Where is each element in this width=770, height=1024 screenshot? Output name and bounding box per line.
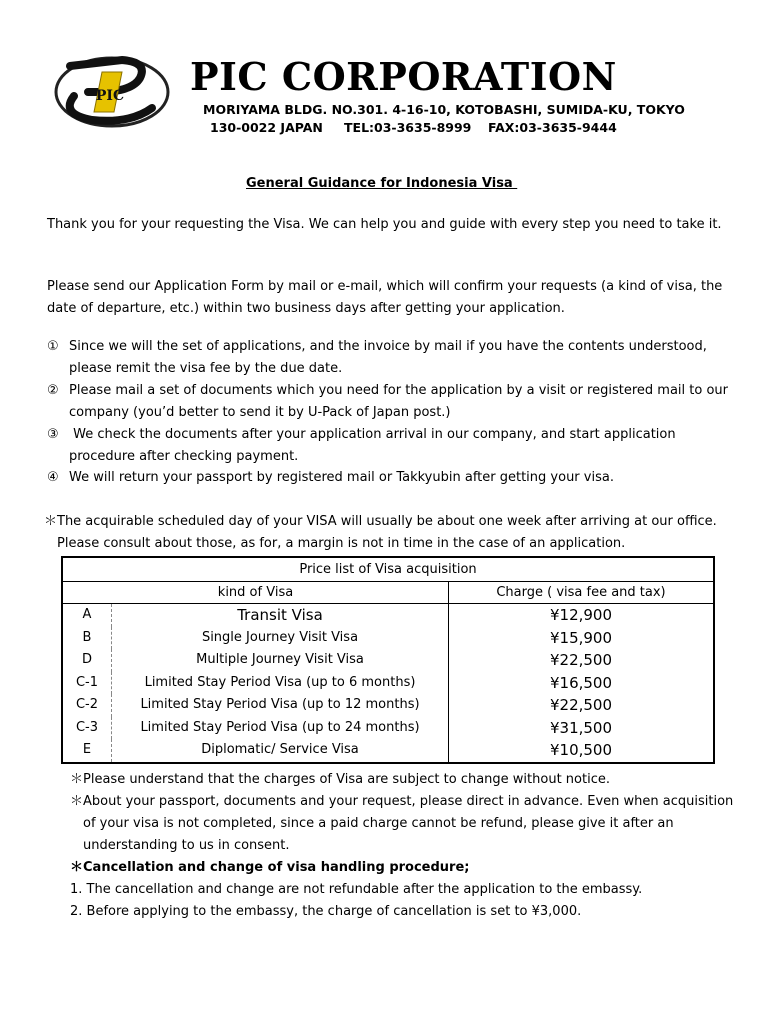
pic-logo [52, 52, 172, 130]
cancellation-rule-1: 1. The cancellation and change are not refundable after the application to the embassy. [70, 882, 643, 897]
svg-text:PIC: PIC [95, 88, 125, 104]
visa-kind: Multiple Journey Visit Visa [112, 649, 449, 672]
price-table-header-row [62, 582, 714, 604]
column-header-kind: kind of Visa [62, 582, 449, 604]
step-number: ① [47, 339, 59, 354]
consult-note: Please consult about those, as for, a margin is not in time in the case of an application. [57, 536, 626, 551]
visa-fee: ¥16,500 [449, 672, 715, 695]
telephone: TEL:03-3635-8999 [344, 120, 472, 135]
visa-code: E [62, 739, 112, 763]
table-row [62, 739, 714, 763]
visa-fee: ¥15,900 [449, 627, 715, 650]
passport-note-text: ＊About your passport, documents and your request, please direct in advance. Even when acquisition of your visa is not completed, since a paid charge cannot be refund, please give it after an understanding to us in consent. [70, 794, 734, 853]
step-4 [47, 467, 737, 489]
send-paragraph: Please send our Application Form by mail or e-mail, which will confirm your requests (a kind of visa, the date of departure, etc.) within two business days after getting your application. [47, 279, 723, 316]
step-number: ③ [47, 427, 59, 442]
visa-kind: Limited Stay Period Visa (up to 6 months) [112, 672, 449, 695]
step-number: ② [47, 383, 59, 398]
visa-fee: ¥22,500 [449, 694, 715, 717]
postal-code: 130-0022 JAPAN [210, 120, 323, 135]
fax: FAX:03-3635-9444 [488, 120, 617, 135]
document-title: General Guidance for Indonesia Visa [246, 176, 518, 191]
cancellation-rule-2: 2. Before applying to the embassy, the charge of cancellation is set to ¥3,000. [70, 904, 582, 919]
table-row [62, 694, 714, 717]
table-row [62, 672, 714, 695]
step-1 [47, 336, 737, 380]
step-2 [47, 380, 737, 424]
visa-kind: Diplomatic/ Service Visa [112, 739, 449, 763]
step-text: We will return your passport by registered mail or Takkyubin after getting your visa. [69, 470, 614, 485]
step-number: ④ [47, 470, 59, 485]
intro-paragraph: Thank you for your requesting the Visa. We can help you and guide with every step you need to take it. [47, 217, 722, 232]
price-table-caption: Price list of Visa acquisition [62, 557, 714, 582]
visa-fee: ¥10,500 [449, 739, 715, 763]
table-row [62, 627, 714, 650]
visa-code: C-3 [62, 717, 112, 740]
visa-fee: ¥31,500 [449, 717, 715, 740]
price-table [61, 556, 715, 764]
visa-fee: ¥12,900 [449, 604, 715, 627]
price-change-note: ＊Please understand that the charges of Visa are subject to change without notice. [70, 772, 610, 787]
visa-code: C-2 [62, 694, 112, 717]
visa-code: B [62, 627, 112, 650]
schedule-note: ＊The acquirable scheduled day of your VISA will usually be about one week after arriving at our office. [44, 514, 717, 529]
visa-kind: Transit Visa [112, 604, 449, 627]
step-text: We check the documents after your application arrival in our company, and start application procedure after checking payment. [69, 427, 680, 464]
company-contact [210, 120, 617, 135]
visa-kind: Limited Stay Period Visa (up to 24 months) [112, 717, 449, 740]
step-text: Since we will the set of applications, and the invoice by mail if you have the contents understood, please remit the visa fee by the due date. [69, 339, 707, 376]
passport-note [70, 791, 736, 857]
table-row [62, 717, 714, 740]
visa-kind: Single Journey Visit Visa [112, 627, 449, 650]
visa-code: C-1 [62, 672, 112, 695]
price-table-caption-row [62, 557, 714, 582]
visa-code: A [62, 604, 112, 627]
step-3 [47, 424, 737, 468]
table-row [62, 604, 714, 627]
column-header-charge: Charge ( visa fee and tax) [449, 582, 715, 604]
visa-code: D [62, 649, 112, 672]
step-text: Please mail a set of documents which you need for the application by a visit or registered mail to our company (you’d better to send it by U-Pack of Japan post.) [69, 383, 728, 420]
table-row [62, 649, 714, 672]
cancellation-heading: ＊Cancellation and change of visa handling procedure; [70, 860, 470, 875]
company-address: MORIYAMA BLDG. NO.301. 4-16-10, KOTOBASHI, SUMIDA-KU, TOKYO [203, 102, 685, 117]
company-name: PIC CORPORATION [190, 54, 617, 99]
visa-fee: ¥22,500 [449, 649, 715, 672]
visa-kind: Limited Stay Period Visa (up to 12 months) [112, 694, 449, 717]
